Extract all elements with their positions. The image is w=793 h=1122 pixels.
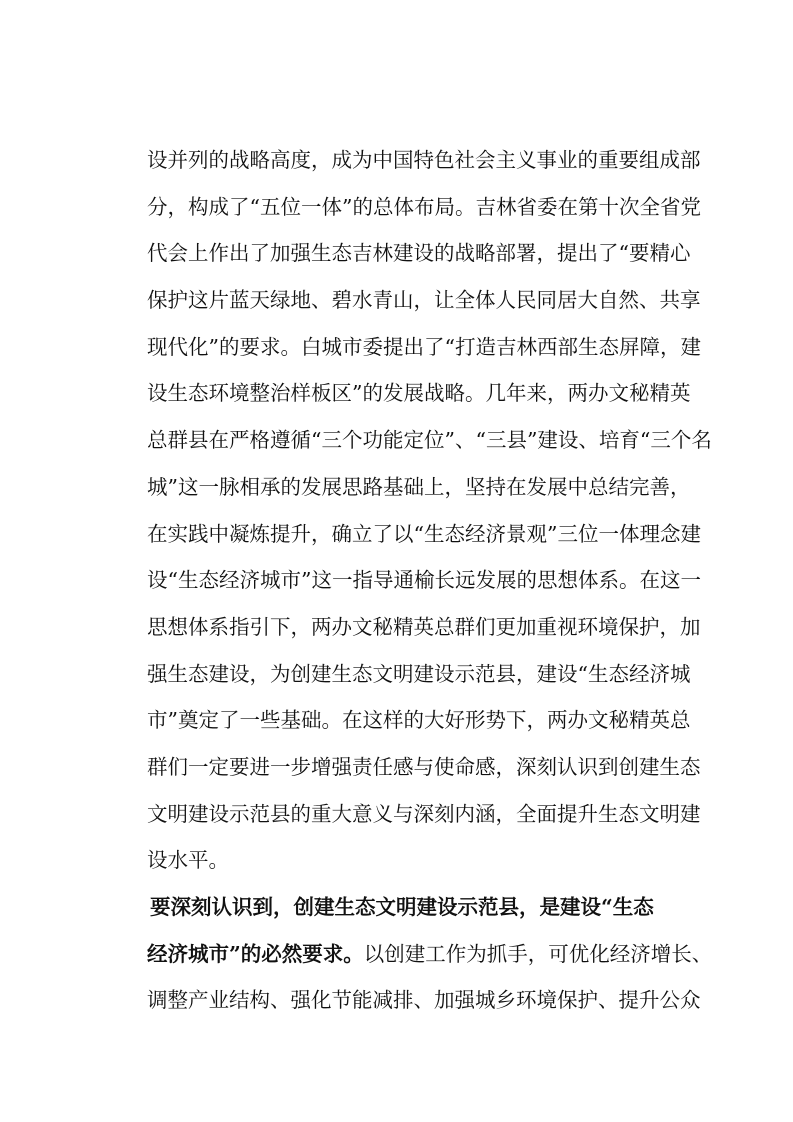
normal-text: 以创建工作为抓手，可优化经济增长、 [363,941,713,966]
bold-text: 经济城市”的必然要求。 [147,941,364,966]
text-line: 市”奠定了一些基础。在这样的大好形势下，两办文秘精英总 [147,708,691,733]
text-line: 设并列的战略高度，成为中国特色社会主义事业的重要组成部 [147,148,701,172]
text-line: 在实践中凝炼提升，确立了以“生态经济景观”三位一体理念建 [147,521,701,546]
text-line: 设“生态经济城市”这一指导通榆长远发展的思想体系。在这一 [147,568,701,593]
document-page [147,144,713,1031]
text-line: 设生态环境整治样板区”的发展战略。几年来，两办文秘精英 [147,381,691,406]
text-line: 分，构成了“五位一体”的总体布局。吉林省委在第十次全省党 [147,194,701,219]
text-line: 设水平。 [147,848,229,873]
bold-heading-line: 要深刻认识到，创建生态文明建设示范县，是建设“生态 [150,895,654,919]
text-line: 强生态建设，为创建生态文明建设示范县，建设“生态经济城 [147,661,691,686]
paragraph-2 [147,891,713,1031]
text-line: 总群县在严格遵循“三个功能定位”、“三县”建设、培育“三个名 [147,428,712,453]
text-line: 文明建设示范县的重大意义与深刻内涵，全面提升生态文明建 [147,801,701,826]
paragraph-1 [147,144,712,891]
text-line: 现代化”的要求。白城市委提出了“打造吉林西部生态屏障，建 [147,334,701,359]
text-line: 调整产业结构、强化节能减排、加强城乡环境保护、提升公众 [147,988,701,1013]
mixed-text-line [147,938,713,985]
text-line: 群们一定要进一步增强责任感与使命感，深刻认识到创建生态 [147,754,701,779]
text-line: 城”这一脉相承的发展思路基础上，坚持在发展中总结完善， [147,474,691,499]
text-line: 保护这片蓝天绿地、碧水青山，让全体人民同居大自然、共享 [147,288,701,313]
text-line: 代会上作出了加强生态吉林建设的战略部署，提出了“要精心 [147,241,691,266]
text-line: 思想体系指引下，两办文秘精英总群们更加重视环境保护，加 [147,614,701,639]
